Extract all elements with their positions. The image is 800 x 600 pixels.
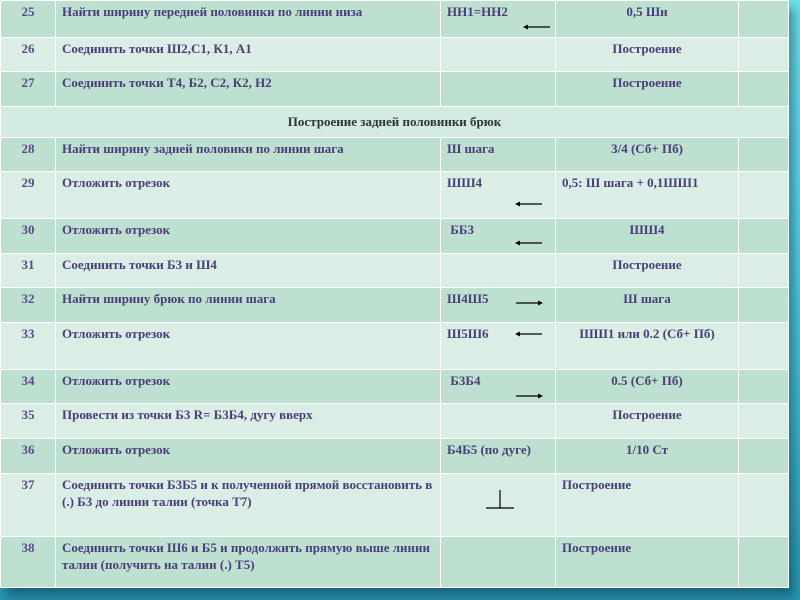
row-number: 38 xyxy=(1,536,56,587)
segment-text: Ш5Ш6 xyxy=(447,325,489,341)
empty-cell xyxy=(739,404,789,439)
table-row xyxy=(1,288,789,323)
value-text: 0,5: Ш шага + 0,1ШШ1 xyxy=(556,172,739,219)
segment-cell xyxy=(441,473,556,536)
table-row xyxy=(1,137,789,172)
segment-text: Б4Б5 (по дуге) xyxy=(441,439,556,474)
segment-text: Б3Б4 xyxy=(447,372,481,388)
row-number: 32 xyxy=(1,288,56,323)
table-row xyxy=(1,253,789,288)
value-text: Построение xyxy=(556,37,739,72)
step-text: Отложить отрезок xyxy=(56,219,441,254)
step-text: Соединить точки Б3Б5 и к полученной прямой восстановить в (.) Б3 до линии талии (точка Т7) xyxy=(56,473,441,536)
table-row xyxy=(1,37,789,72)
section-row xyxy=(1,106,789,137)
empty-cell xyxy=(739,253,789,288)
empty-cell xyxy=(739,536,789,587)
row-number: 29 xyxy=(1,172,56,219)
value-text: Построение xyxy=(556,473,739,536)
step-text: Соединить точки Т4, Б2, С2, К2, Н2 xyxy=(56,72,441,107)
section-title: Построение задней половинки брюк xyxy=(1,106,789,137)
segment-text xyxy=(441,404,556,439)
step-text: Найти ширину брюк по линии шага xyxy=(56,288,441,323)
table-row xyxy=(1,172,789,219)
step-text: Соединить точки Б3 и Ш4 xyxy=(56,253,441,288)
segment-text: Ш4Ш5 xyxy=(447,291,489,307)
arrow-left-icon xyxy=(515,239,543,247)
table-row xyxy=(1,536,789,587)
table-row xyxy=(1,473,789,536)
value-text: 0.5 (Сб+ Пб) xyxy=(556,369,739,404)
empty-cell xyxy=(739,137,789,172)
segment-text xyxy=(441,536,556,587)
segment-cell xyxy=(441,219,556,254)
value-text: ШШ1 или 0.2 (Сб+ Пб) xyxy=(556,322,739,369)
arrow-right-icon xyxy=(515,392,543,400)
value-text: Построение xyxy=(556,404,739,439)
empty-cell xyxy=(739,72,789,107)
step-text: Соединить точки Ш6 и Б5 и продолжить прямую выше линии талии (получить на талии (.) Т5) xyxy=(56,536,441,587)
table-row xyxy=(1,72,789,107)
row-number: 25 xyxy=(1,1,56,38)
row-number: 37 xyxy=(1,473,56,536)
segment-text xyxy=(441,37,556,72)
step-text: Отложить отрезок xyxy=(56,439,441,474)
segment-text xyxy=(441,72,556,107)
table-row xyxy=(1,322,789,369)
row-number: 26 xyxy=(1,37,56,72)
segment-cell xyxy=(441,288,556,323)
step-text: Отложить отрезок xyxy=(56,322,441,369)
table-row xyxy=(1,369,789,404)
row-number: 30 xyxy=(1,219,56,254)
segment-text: ШШ4 xyxy=(447,175,483,191)
value-text: 0,5 Шн xyxy=(556,1,739,38)
value-text: ШШ4 xyxy=(556,219,739,254)
row-number: 35 xyxy=(1,404,56,439)
arrow-left-icon xyxy=(515,200,543,208)
step-text: Найти ширину задней половики по линии шага xyxy=(56,137,441,172)
segment-cell xyxy=(441,322,556,369)
segment-cell xyxy=(441,172,556,219)
value-text: 3/4 (Сб+ Пб) xyxy=(556,137,739,172)
row-number: 34 xyxy=(1,369,56,404)
segment-text: НН1=НН2 xyxy=(447,4,508,19)
perpendicular-icon xyxy=(485,490,515,516)
arrow-right-icon xyxy=(515,299,543,307)
empty-cell xyxy=(739,369,789,404)
empty-cell xyxy=(739,473,789,536)
row-number: 27 xyxy=(1,72,56,107)
table-row xyxy=(1,404,789,439)
step-text: Провести из точки Б3 R= Б3Б4, дугу вверх xyxy=(56,404,441,439)
row-number: 31 xyxy=(1,253,56,288)
empty-cell xyxy=(739,1,789,38)
value-text: 1/10 Ст xyxy=(556,439,739,474)
row-number: 33 xyxy=(1,322,56,369)
arrow-left-icon xyxy=(523,23,551,31)
empty-cell xyxy=(739,439,789,474)
segment-text: ББ3 xyxy=(447,222,474,238)
empty-cell xyxy=(739,37,789,72)
table-row xyxy=(1,1,789,38)
row-number: 36 xyxy=(1,439,56,474)
empty-cell xyxy=(739,322,789,369)
arrow-left-icon xyxy=(515,330,543,338)
value-text: Построение xyxy=(556,253,739,288)
value-text: Построение xyxy=(556,536,739,587)
segment-cell xyxy=(441,369,556,404)
empty-cell xyxy=(739,172,789,219)
table-row xyxy=(1,219,789,254)
empty-cell xyxy=(739,219,789,254)
value-text: Ш шага xyxy=(556,288,739,323)
table-row xyxy=(1,439,789,474)
row-number: 28 xyxy=(1,137,56,172)
empty-cell xyxy=(739,288,789,323)
value-text: Построение xyxy=(556,72,739,107)
step-text: Отложить отрезок xyxy=(56,172,441,219)
step-text: Отложить отрезок xyxy=(56,369,441,404)
step-text: Найти ширину передней половинки по линии низа xyxy=(56,1,441,38)
segment-cell xyxy=(441,1,556,38)
segment-text xyxy=(441,253,556,288)
segment-text: Ш шага xyxy=(441,137,556,172)
step-text: Соединить точки Ш2,С1, К1, А1 xyxy=(56,37,441,72)
